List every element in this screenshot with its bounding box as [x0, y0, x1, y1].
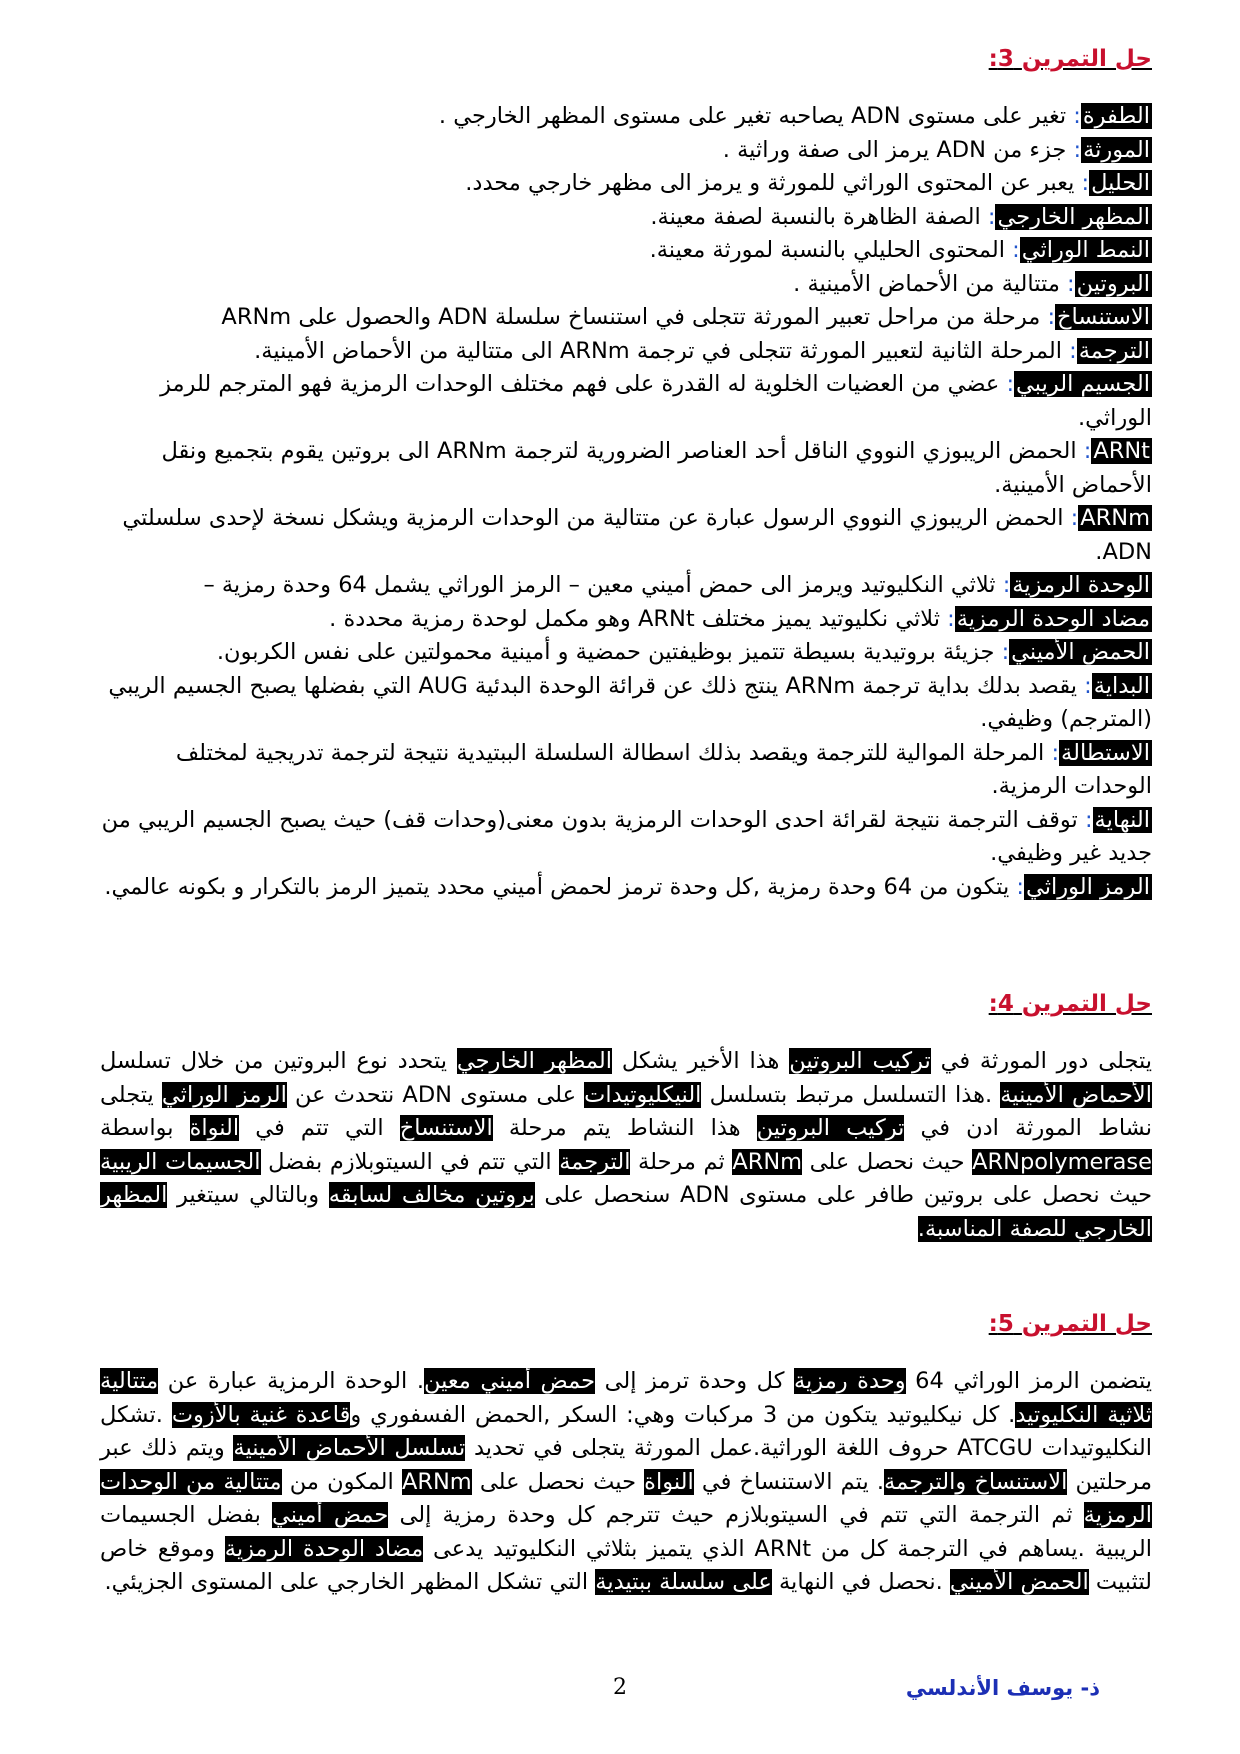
- highlighted-phrase: متتالية ثلاثية النكليوتيد: [100, 1368, 1153, 1428]
- definition-term: مضاد الوحدة الرمزية: [956, 605, 1150, 632]
- text-run: .هذا التسلسل مرتبط بتسلسل: [701, 1081, 1001, 1108]
- definition-item: [100, 201, 1152, 235]
- definition-item: [100, 167, 1152, 201]
- definition-item: [100, 368, 1152, 435]
- highlighted-phrase: الأحماض الأمينية: [1000, 1081, 1153, 1108]
- definition-colon: :: [1077, 806, 1093, 833]
- highlighted-phrase: الاستنساخ: [399, 1115, 493, 1141]
- text-run: . كل نيكليوتيد يتكون من 3 مركبات وهي: السكر ,الحمض الفسفوري و: [350, 1401, 1016, 1428]
- text-run: التي تتم في السيتوبلازم بفضل: [260, 1148, 560, 1175]
- exercise-4-paragraph: [100, 1045, 1152, 1246]
- highlighted-phrase: الحمض الأميني: [949, 1569, 1089, 1595]
- definition-text: ثلاثي النكليوتيد ويرمز الى حمض أميني معين – الرمز الوراثي يشمل 64 وحدة رمزية –: [203, 572, 996, 598]
- highlighted-phrase: الجسيمات الريبية: [100, 1148, 261, 1175]
- heading-number: 4:: [988, 991, 1014, 1017]
- highlighted-phrase: الرمز الوراثي: [161, 1081, 287, 1108]
- text-run: . الوحدة الرمزية عبارة عن: [158, 1368, 424, 1394]
- definition-text: الحمض الريبوزي النووي الناقل أحد العناصر الضرورية لترجمة ARNm الى بروتين يقوم بتجميع ونقل الأحماض الأمينية.: [161, 438, 1152, 498]
- definition-item: [100, 100, 1152, 134]
- author-name: ذ- يوسف الأندلسي: [905, 1676, 1100, 1700]
- definition-item: [100, 569, 1152, 603]
- definition-term: الطفرة: [1082, 103, 1150, 129]
- exercise-5-heading: [100, 1305, 1152, 1343]
- definition-text: المحتوى الحليلي بالنسبة لمورثة معينة.: [649, 237, 1005, 263]
- exercise-5-section: [100, 1305, 1152, 1600]
- text-run: ويتم ذلك عبر مرحلتين: [100, 1435, 1153, 1495]
- text-run: وموقع خاص لتثبيت: [100, 1535, 1152, 1595]
- definition-text: جزيئة بروتيدية بسيطة تتميز بوظيفتين حمضية و أمينية محمولتين على نفس الكربون.: [216, 639, 995, 665]
- highlighted-phrase: وحدة رمزية: [793, 1368, 906, 1394]
- highlighted-phrase: المظهر الخارجي للصفة المناسبة.: [100, 1182, 1152, 1242]
- definition-item: [100, 737, 1152, 804]
- definition-term: النهاية: [1094, 806, 1150, 833]
- heading-number: 3:: [988, 46, 1014, 72]
- definition-text: الصفة الظاهرة بالنسبة لصفة معينة.: [650, 203, 981, 230]
- exercise-4-heading: [100, 985, 1152, 1023]
- page-footer: [0, 1670, 1240, 1706]
- definition-term: الجسيم الريبي: [1016, 371, 1150, 397]
- definition-colon: :: [1004, 237, 1020, 263]
- definition-item: [100, 871, 1152, 905]
- definition-term: الوحدة الرمزية: [1012, 572, 1150, 598]
- definition-colon: :: [1044, 739, 1060, 766]
- highlighted-phrase: على سلسلة ببتيدية: [595, 1569, 772, 1595]
- text-run: على مستوى ADN نتحدث عن: [286, 1081, 585, 1108]
- definition-colon: :: [1076, 672, 1092, 699]
- definition-text: يعبر عن المحتوى الوراثي للمورثة و يرمز الى مظهر خارجي محدد.: [465, 170, 1075, 196]
- definition-item: [100, 134, 1152, 168]
- exercise-3-heading: [100, 40, 1152, 78]
- text-run: يتحدد نوع البروتين من خلال تسلسل: [100, 1048, 457, 1074]
- definition-term: البداية: [1093, 672, 1150, 699]
- highlighted-phrase: النواة: [644, 1468, 694, 1495]
- text-run: حيث نحصل على: [802, 1148, 973, 1175]
- definition-term: ARNm: [1080, 505, 1150, 531]
- definition-term: الترجمة: [1078, 337, 1150, 364]
- definition-item: [100, 335, 1152, 369]
- text-run: بواسطة: [100, 1115, 190, 1141]
- exercise-5-paragraph: [100, 1365, 1152, 1600]
- definition-text: متتالية من الأحماض الأمينية .: [793, 270, 1060, 297]
- highlighted-phrase: قاعدة غنية بالأزوت: [171, 1401, 351, 1428]
- heading-text: حل التمرين: [1021, 1311, 1152, 1337]
- text-run: . يتم الاستنساخ في: [693, 1468, 885, 1495]
- definition-colon: :: [1076, 438, 1092, 464]
- text-run: .تشكل النكليوتيدات ATCGU حروف اللغة الوراثية.عمل المورثة يتجلى في تحديد: [100, 1401, 1152, 1461]
- highlighted-phrase: المظهر الخارجي: [456, 1048, 613, 1074]
- text-run: يتجلى دور المورثة في: [930, 1048, 1153, 1074]
- definitions-list: [100, 100, 1152, 904]
- heading-text: حل التمرين: [1021, 46, 1152, 72]
- exercise-4-section: [100, 985, 1152, 1246]
- definition-term: البروتين: [1076, 270, 1150, 297]
- definition-term: المورثة: [1083, 136, 1150, 163]
- definition-term: ARNt: [1093, 438, 1150, 464]
- highlighted-phrase: تسلسل الأحماض الأمينية: [233, 1435, 466, 1461]
- definition-term: الاستنساخ: [1057, 304, 1150, 330]
- definition-text: الحمض الريبوزي النووي الرسول عبارة عن متتالية من الوحدات الرمزية ويشكل نسخة لإحدى سلسلتي ADN.: [122, 505, 1152, 565]
- definition-text: المرحلة الموالية للترجمة ويقصد بذلك اسطالة السلسلة الببتيدية نتيجة لترجمة تدريجية لمختلف الوحدات الرمزية.: [175, 739, 1152, 799]
- text-run: حيث نحصل على: [471, 1468, 645, 1495]
- definition-text: جزء من ADN يرمز الى صفة وراثية .: [722, 136, 1067, 163]
- definition-text: المرحلة الثانية لتعبير المورثة تتجلى في ترجمة ARNm الى متتالية من الأحماض الأمينية.: [254, 337, 1062, 364]
- highlighted-phrase: النيكليوتيدات: [584, 1081, 702, 1108]
- text-run: يتجلى نشاط المورثة ادن في: [100, 1081, 1153, 1141]
- text-run: هذا النشاط يتم مرحلة: [492, 1115, 757, 1141]
- highlighted-phrase: ARNm: [732, 1148, 803, 1175]
- text-run: ثم الترجمة التي تتم في السيتوبلازم حيث تترجم كل وحدة رمزية إلى: [388, 1502, 1084, 1528]
- highlighted-phrase: ARNm: [401, 1468, 472, 1495]
- definition-colon: :: [1009, 873, 1024, 900]
- definition-item: [100, 301, 1152, 335]
- definition-colon: :: [939, 605, 955, 632]
- text-run: المكون من: [281, 1468, 402, 1495]
- definition-term: الرمز الوراثي: [1025, 873, 1150, 900]
- definition-item: [100, 234, 1152, 268]
- definition-colon: :: [1063, 505, 1079, 531]
- page-number: 2: [613, 1675, 627, 1700]
- definition-colon: :: [1074, 170, 1090, 196]
- heading-number: 5:: [988, 1311, 1014, 1337]
- definition-colon: :: [1066, 136, 1082, 163]
- heading-text: حل التمرين: [1021, 991, 1152, 1017]
- definition-colon: :: [994, 639, 1010, 665]
- definition-colon: :: [999, 371, 1015, 397]
- text-run: ثم مرحلة: [630, 1148, 733, 1175]
- definition-colon: :: [1059, 270, 1075, 297]
- definition-text: مرحلة من مراحل تعبير المورثة تتجلى في استنساخ سلسلة ADN والحصول على ARNm: [221, 304, 1041, 330]
- text-run: كل وحدة ترمز إلى: [595, 1368, 794, 1394]
- text-run: التي تتم في: [239, 1115, 400, 1141]
- highlighted-phrase: تركيب البروتين: [756, 1115, 905, 1141]
- definition-item: [100, 670, 1152, 737]
- definition-term: النمط الوراثي: [1021, 237, 1150, 263]
- text-run: التي تشكل المظهر الخارجي على المستوى الجزيئي.: [104, 1569, 596, 1595]
- highlighted-phrase: تركيب البروتين: [789, 1048, 931, 1074]
- definition-text: تغير على مستوى ADN يصاحبه تغير على مستوى المظهر الخارجي .: [438, 103, 1067, 129]
- highlighted-phrase: مضاد الوحدة الرمزية: [224, 1535, 424, 1562]
- highlighted-phrase: متتالية من الوحدات الرمزية: [100, 1468, 1152, 1528]
- text-run: .نحصل في النهاية: [771, 1569, 950, 1595]
- definition-colon: :: [1040, 304, 1056, 330]
- definition-text: عضي من العضيات الخلوية له القدرة على فهم مختلف الوحدات الرمزية فهو المترجم للرمز الوراثي.: [160, 371, 1152, 431]
- definition-colon: :: [980, 203, 996, 230]
- highlighted-phrase: النواة: [189, 1115, 240, 1141]
- highlighted-phrase: بروتين مخالف لسابقه: [328, 1182, 535, 1208]
- highlighted-phrase: حمض أميني معين: [423, 1368, 596, 1394]
- definition-text: يقصد بدلك بداية ترجمة ARNm ينتج ذلك عن قرائة الوحدة البدئية AUG التي بفضلها يصبح الجسيم الريبي (المترجم) وظيفي.: [108, 672, 1152, 732]
- definition-item: [100, 502, 1152, 569]
- definition-colon: :: [1061, 337, 1077, 364]
- highlighted-phrase: ARNpolymerase: [972, 1148, 1152, 1175]
- text-run: بفضل الجسيمات الريبية .يساهم في الترجمة كل من ARNt الذي يتميز بثلاثي النكليوتيد يدعى: [100, 1502, 1152, 1562]
- definition-item: [100, 268, 1152, 302]
- text-run: وبالتالي سيتغير: [167, 1182, 329, 1208]
- exercise-3-section: [100, 40, 1152, 904]
- definition-item: [100, 435, 1152, 502]
- definition-term: الحليل: [1091, 170, 1150, 196]
- text-run: حيث نحصل على بروتين طافر على مستوى ADN سنحصل على: [534, 1182, 1153, 1208]
- text-run: هذا الأخير يشكل: [612, 1048, 790, 1074]
- definition-text: ثلاثي نكليوتيد يميز مختلف ARNt وهو مكمل لوحدة رمزية محددة .: [329, 605, 940, 632]
- definition-colon: :: [995, 572, 1011, 598]
- highlighted-phrase: حمض أميني: [272, 1502, 389, 1528]
- definition-text: يتكون من 64 وحدة رمزية ,كل وحدة ترمز لحمض أميني محدد يتميز الرمز بالتكرار و بكونه عالمي.: [104, 873, 1010, 900]
- definition-text: توقف الترجمة نتيجة لقرائة احدى الوحدات الرمزية بدون معنى(وحدات قف) حيث يصبح الجسيم الريبي من جديد غير وظيفي.: [101, 806, 1152, 866]
- definition-term: الاستطالة: [1061, 739, 1150, 766]
- highlighted-phrase: الاستنساخ والترجمة: [884, 1468, 1068, 1495]
- definition-item: [100, 804, 1152, 871]
- definition-colon: :: [1066, 103, 1081, 129]
- definition-item: [100, 636, 1152, 670]
- text-run: يتضمن الرمز الوراثي 64: [905, 1368, 1152, 1394]
- definition-item: [100, 603, 1152, 637]
- definition-term: المظهر الخارجي: [997, 203, 1150, 230]
- highlighted-phrase: الترجمة: [559, 1148, 631, 1175]
- definition-term: الحمض الأميني: [1011, 639, 1150, 665]
